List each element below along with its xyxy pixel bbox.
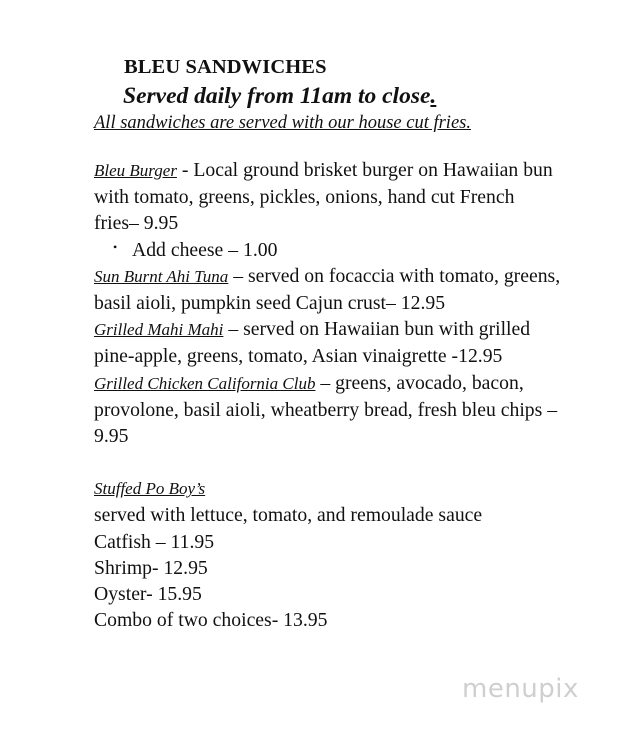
addon-text: Add cheese – 1.00 [132, 238, 278, 261]
menu-item [94, 157, 564, 237]
item-description: - Local ground brisket burger on Hawaiian bun with tomato, greens, pickles, onions, hand cut French fries– 9.95 [94, 159, 553, 235]
po-boy-description: served with lettuce, tomato, and remoulade sauce [94, 504, 483, 527]
item-description: – greens, avocado, bacon, provolone, basil aioli, wheatberry bread, fresh bleu chips – 9.95 [94, 371, 558, 448]
bullet-icon: • [113, 239, 118, 254]
menu-item [94, 263, 564, 316]
item-name: Grilled Chicken California Club [94, 373, 316, 393]
section-spacer [94, 449, 564, 475]
served-hours-period: . [430, 83, 437, 109]
menu-item [94, 316, 564, 369]
po-boy-option: Shrimp- 12.95 [94, 556, 208, 579]
po-boy-option: Catfish – 11.95 [94, 530, 215, 553]
item-name: Sun Burnt Ahi Tuna [94, 266, 229, 286]
served-hours [123, 83, 436, 110]
menu-item [94, 370, 564, 450]
served-hours-text: Served daily from 11am to close [123, 83, 431, 109]
item-description: – served on focaccia with tomato, greens, basil aioli, pumpkin seed Cajun crust– 12.95 [94, 264, 561, 315]
item-description: – served on Hawaiian bun with grilled pine-apple, greens, tomato, Asian vinaigrette -12.95 [94, 318, 531, 368]
watermark-logo: menupix [462, 674, 579, 704]
menu-body [94, 157, 564, 633]
fries-note: All sandwiches are served with our house cut fries. [94, 113, 471, 133]
po-boy-title [94, 475, 564, 502]
item-name: Stuffed Po Boy’s [94, 479, 206, 499]
addon-line [94, 237, 564, 263]
section-heading: BLEU SANDWICHES [124, 56, 327, 78]
item-name: Grilled Mahi Mahi [94, 320, 224, 340]
item-name: Bleu Burger [94, 161, 177, 180]
po-boy-option: Oyster- 15.95 [94, 583, 202, 606]
po-boy-option: Combo of two choices- 13.95 [94, 609, 328, 632]
